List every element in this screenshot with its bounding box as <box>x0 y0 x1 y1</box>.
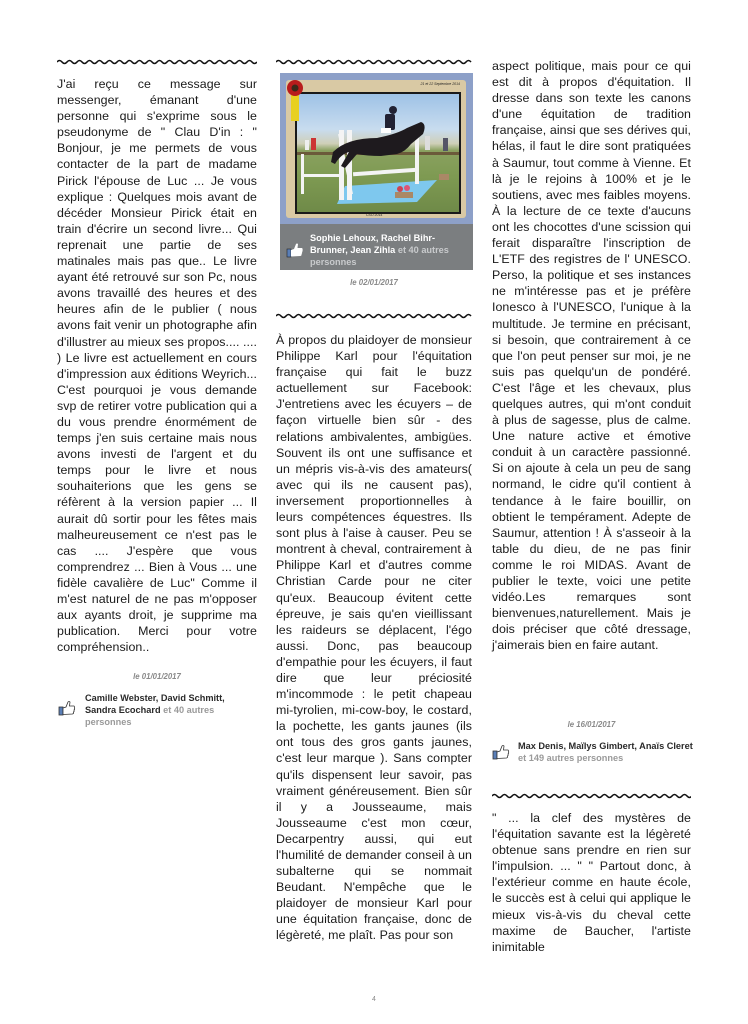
photo-caption-bottom: CSO 2014 <box>366 213 383 217</box>
likes-others[interactable]: et 149 autres personnes <box>518 753 624 763</box>
post-date: le 16/01/2017 <box>567 720 616 729</box>
photo-mat <box>286 80 466 218</box>
likes-others[interactable]: et 40 autres personnes <box>85 705 215 727</box>
photo-likes-summary <box>310 232 470 268</box>
post-text-continued: aspect politique, mais pour ce qui est dit à propos d'équitation. Il dresse dans son texte les canons d'une équitation de tradition française, ainsi que ses dérives qui, hélas, il faut le dire sont pratiquées à Saumur, tout comme à Vienne. Et là je le rejoins à 100% et je le soutiens, avec mes faibles moyens. À la lecture de ce texte d'aucuns ont les chocottes d'une scission qui ferait disparaître l'inscription de L'ETF des registres de l' UNESCO. Perso, la politique et ses instances ne m'intéresse pas et je préfère Ionesco à l'UNESCO, l'unique à la multitude. Je termine en précisant, si besoin, que contrairement à ce que l'on peut penser sur moi, je ne suis pas quelqu'un de pondéré. C'est l'âge et les chevaux, plus quelques autres, qui m'ont conduit à plus de sagesse, plus de calme. Une nature active et émotive conduit à un caractère passionné. Si on ajoute à cela un peu de sang normand, le cidre qu'il contient à tendance à le faire bouillir, on obtient le tempérament. Adepte de Saumur, attention ! À s'asseoir à la table du dieu, de ne pas finir comme le roi MIDAS. Avant de publier le texte, voici une petite vidéo.Les remarques sont bienvenues,naturellement. Mais je dois préciser que côté dressage, j'aimerais bien en faire autant. <box>492 59 691 653</box>
photo-caption-top: 21 et 22 Septembre 2014 <box>420 82 460 86</box>
wavy-divider <box>276 58 472 66</box>
quote-text: " ... la clef des mystères de l'équitation savante est la légèreté obtenue sans prendre en rien sur l'impulsion. ... " " Partout donc, à l'extérieur comme en haute école, le succès est à celui qui applique le mieux vis-à-vis du cheval cette maxime de Baucher, l'artiste inimitable <box>492 811 691 954</box>
photo-likes-names[interactable]: Sophie Lehoux, Rachel Bihr-Brunner, Jean Zihla <box>310 233 436 255</box>
post-text: À propos du plaidoyer de monsieur Philippe Karl pour l'équitation française qui fait le buzz actuellement sur Facebook: J'entretiens avec les écuyers – de façon virtuelle bien sûr - des relations ambivalentes, ambigües. Souvent ils ont une suffisance et un mépris vis-à-vis des amateurs( avec qui ils ne causent pas), inversement proportionnelles à leurs compétences équestres. Ils sont plus à l'aise à causer. Peu se montrent à cheval, contrairement à Philippe Karl et d'autres comme Christian Carde pour ne citer qu'eux. Beaucoup évitent cette épreuve, je sais qu'en vieillissant les raideurs se déplacent, l'égo aussi. Donc, pas beaucoup d'empathie pour les écuyers, il faut dire que leur préciosité m'incommode : le petit chapeau mi-tyrolien, mi-cow-boy, le costard, la pochette, les gants jaunes (ils ont tous des gros gants jaunes, c'est leur marque ). Sans compter qu'ils dispensent leur savoir, pas vraiment généreusement. Bien sûr il y a Jousseaume, mais Jousseaume c'est mon cœur, Decarpentry aussi, qui eut l'humilité de demander conseil à un subalterne qui se nommait Beudant. N'empêche que le plaidoyer de monsieur Karl pour une équitation française, donc de légèreté, me plaît. Pas pour son <box>276 333 472 943</box>
likes-summary <box>85 692 255 728</box>
wavy-divider <box>57 58 257 66</box>
likes-names[interactable]: Max Denis, Maïlys Gimbert, Anaïs Cleret <box>518 741 693 751</box>
photo-likes-bar <box>280 224 473 270</box>
post-photo-card[interactable] <box>280 73 473 224</box>
rosette-ribbon-icon <box>286 79 304 123</box>
likes-names[interactable]: Camille Webster, David Schmitt, Sandra Ecochard <box>85 693 225 715</box>
thumbs-up-icon[interactable] <box>492 744 510 765</box>
post-text: J'ai reçu ce message sur messenger, émanant d'une personne qui s'exprime sous le pseudonyme de " Clau D'in : " Bonjour, je me permets de vous contacter de la part de madame Pirick l'épouse de Luc ... Je vous explique : Quelques mois avant de décéder Monsieur Pirick était en train d'écrire un second livre... Qui reprenait une partie de ses matinales mais pas que.. Le livre ayant été retrouvé sur son Pc, nous avons travaillé des heures et des heures afin de le publier ( nous avons fait venir un photographe afin d'illustrer au mieux ses propos.... .... ) Le livre est actuellement en cours d'impression aux éditions Weyrich... C'est pourquoi je vous demande svp de retirer votre publication qui a du vous prendre énormément de temps j'en suis certaine mais nous avons investi de l'argent et du temps pour le livre et nous souhaiterions que les gens se réfèrent à la version papier ... Il aurait dû sortir pour les fêtes mais malheureusement ce n'est pas le cas .... J'espère que vous comprendrez ... Bien à Vous ... une fidèle cavalière de Luc" Comme il m'est naturel de ne pas m'opposer aux ayants droit, je supprime ma publication. Merci pour votre compréhension.. <box>57 77 257 655</box>
page-number: 4 <box>372 996 376 1003</box>
wavy-divider <box>492 792 691 800</box>
photo-likes-others[interactable]: et 40 autres personnes <box>310 245 449 267</box>
thumbs-up-icon[interactable] <box>58 700 76 721</box>
photo-date: le 02/01/2017 <box>350 278 398 287</box>
wavy-divider <box>276 312 472 320</box>
post-date: le 01/01/2017 <box>133 672 181 681</box>
likes-summary <box>518 740 693 764</box>
thumbs-up-icon[interactable] <box>286 242 304 263</box>
show-jumping-photo[interactable] <box>295 92 461 214</box>
